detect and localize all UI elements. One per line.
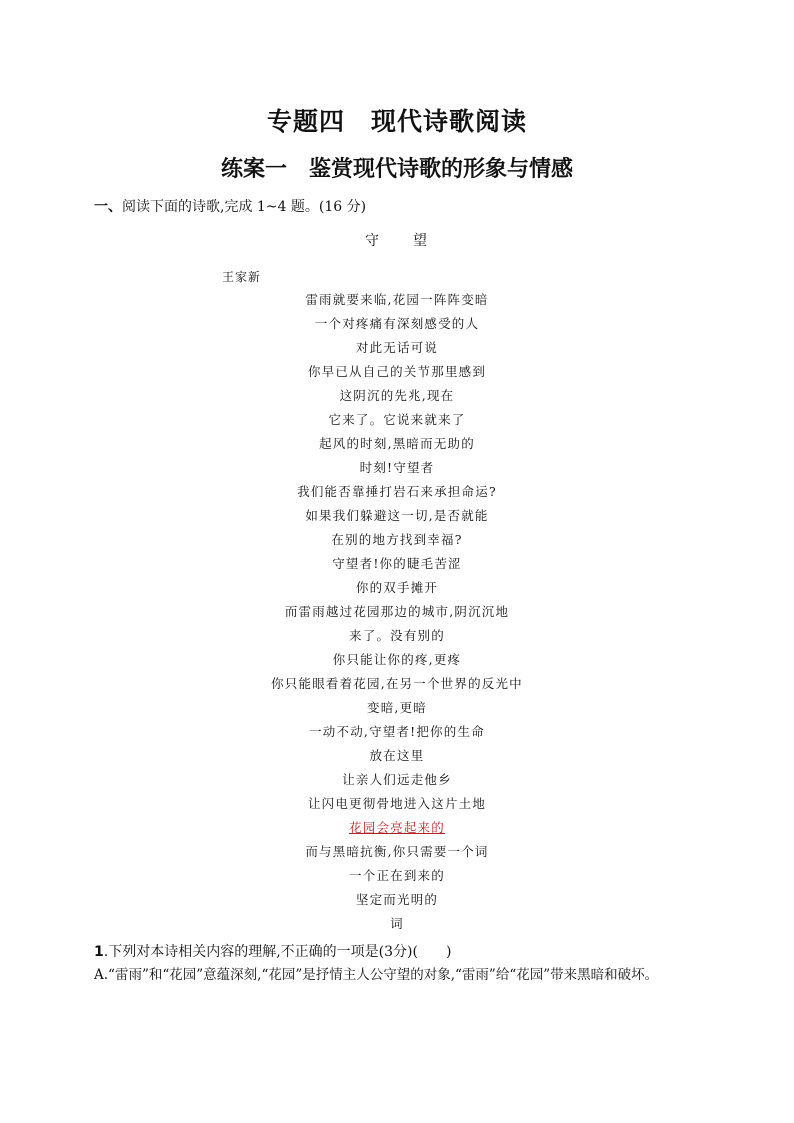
poem-line [0,290,794,314]
poem-line [0,458,794,482]
poem-line-text: 让亲人们远走他乡 [342,772,452,787]
poem-line [0,674,794,698]
section-instruction-text: 阅读下面的诗歌,完成 1~4 题。(16 分) [122,199,367,215]
poem-line-text: 守望者!你的睫毛苦涩 [332,556,462,571]
poem-line [0,314,794,338]
poem-line [0,482,794,506]
poem-line [0,650,794,674]
section-instruction [94,196,366,216]
poem-body [0,290,794,938]
poem-author: 王家新 [222,270,262,284]
poem-line [0,338,794,362]
question-1 [94,941,451,961]
poem-line-text: 变暗,更暗 [367,700,427,715]
poem-line-text: 在别的地方找到幸福? [331,532,463,547]
poem-line [0,506,794,530]
poem-line [0,410,794,434]
poem-line [0,626,794,650]
poem-line-text: 而雷雨越过花园那边的城市,阴沉沉地 [284,604,510,619]
poem-line-text: 对此无话可说 [355,340,439,355]
page-subtitle: 练案一 鉴赏现代诗歌的形象与情感 [220,157,573,182]
poem-line [0,530,794,554]
poem-line-text: 雷雨就要来临,花园一阵阵变暗 [305,292,489,307]
poem-line-text: 你的双手摊开 [355,580,439,595]
poem-line [0,746,794,770]
poem-line [0,842,794,866]
poem-line [0,914,794,938]
poem-line-text: 一个对疼痛有深刻感受的人 [314,316,480,331]
poem-line [0,602,794,626]
poem-line [0,362,794,386]
section-number: 一、 [94,199,122,215]
poem-line-text: 而与黑暗抗衡,你只需要一个词 [305,844,489,859]
option-a: A.“雷雨”和“花园”意蕴深刻,“花园”是抒情主人公守望的对象,“雷雨”给“花园”带来黑暗和破坏。 [94,967,659,983]
poem-line-text: 你只能眼看着花园,在另一个世界的反光中 [271,676,523,691]
page-title: 专题四 现代诗歌阅读 [266,107,527,136]
poem-line [0,434,794,458]
poem-line-text: 来了。没有别的 [349,628,445,643]
poem-line [0,386,794,410]
poem-line [0,890,794,914]
poem-line-text: 一个正在到来的 [349,868,445,883]
poem-line-text: 词 [390,916,404,931]
poem-line-text: 花园会亮起来的 [349,820,445,835]
question-text: .下列对本诗相关内容的理解,不正确的一项是(3分)( ) [103,944,452,960]
poem-line-text: 你早已从自己的关节那里感到 [307,364,487,379]
poem-line-text: 你只能让你的疼,更疼 [332,652,462,667]
poem-title: 守 望 [365,233,429,249]
poem-line-text: 如果我们躲避这一切,是否就能 [305,508,489,523]
poem-line-highlighted [0,818,794,842]
poem-line-text: 放在这里 [369,748,425,763]
poem-line [0,866,794,890]
poem-line-text: 坚定而光明的 [355,892,439,907]
poem-line-text: 这阴沉的先兆,现在 [339,388,455,403]
poem-line-text: 一动不动,守望者!把你的生命 [309,724,485,739]
poem-line-text: 我们能否靠捶打岩石来承担命运? [297,484,497,499]
poem-line-text: 让闪电更彻骨地进入这片土地 [307,796,487,811]
poem-line-text: 它来了。它说来就来了 [328,412,466,427]
poem-line [0,794,794,818]
poem-line [0,722,794,746]
question-number: 1 [94,944,104,960]
poem-line [0,578,794,602]
poem-line [0,554,794,578]
poem-line [0,770,794,794]
poem-line [0,698,794,722]
poem-line-text: 时刻!守望者 [359,460,435,475]
poem-line-text: 起风的时刻,黑暗而无助的 [319,436,475,451]
